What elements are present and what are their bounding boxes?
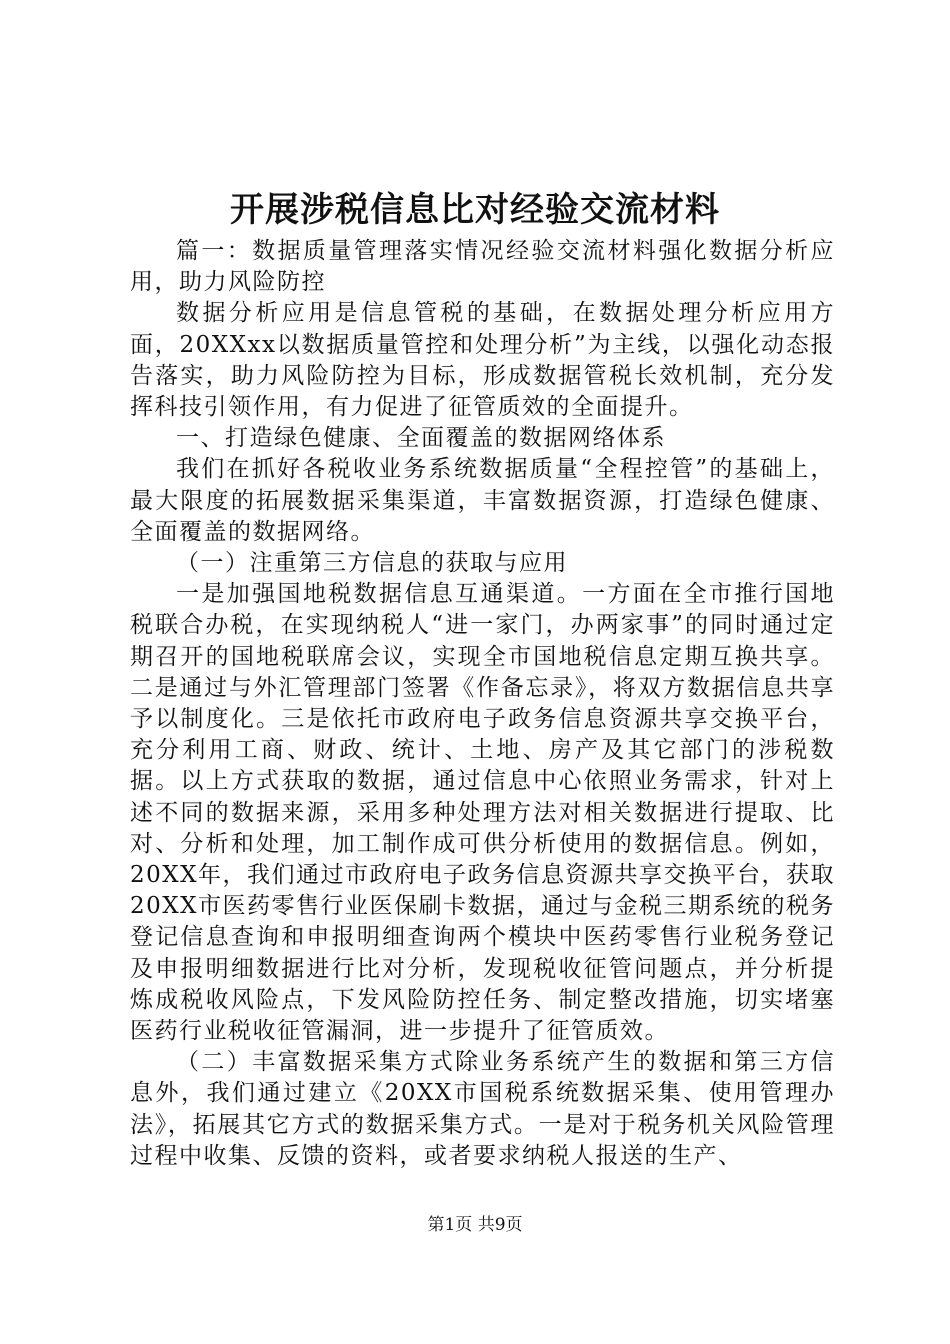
paragraph-intro: 数据分析应用是信息管税的基础，在数据处理分析应用方面，20XXxx以数据质量管控和处理分析”为主线，以强化动态报告落实，助力风险防控为目标，形成数据管税长效机制，充分发挥科技引领作用，有力促进了征管质效的全面提升。: [130, 300, 835, 421]
page-number-footer: 第1页 共9页: [427, 1215, 523, 1235]
subsection-heading-one: （一）注重第三方信息的获取与应用: [176, 550, 568, 577]
paragraph-heading-article-one: 篇一：数据质量管理落实情况经验交流材料强化数据分析应用，助力风险防控: [130, 238, 835, 296]
document-title: 开展涉税信息比对经验交流材料: [230, 190, 720, 230]
paragraph-subsection-two: （二）丰富数据采集方式除业务系统产生的数据和第三方信息外，我们通过建立《20XX市国税系统数据采集、使用管理办法》，拓展其它方式的数据采集方式。一是对于税务机关风险管理过程中收集、反馈的资料，或者要求纳税人报送的生产、: [130, 1049, 835, 1169]
paragraph-section-one-intro: 我们在抓好各税收业务系统数据质量“全程控管”的基础上，最大限度的拓展数据采集渠道，丰富数据资源，打造绿色健康、全面覆盖的数据网络。: [130, 456, 835, 545]
section-heading-one: 一、打造绿色健康、全面覆盖的数据网络体系: [176, 425, 666, 452]
document-body: [130, 236, 835, 1172]
paragraph-third-party-info: 一是加强国地税数据信息互通渠道。一方面在全市推行国地税联合办税，在实现纳税人“进一家门，办两家事”的同时通过定期召开的国地税联席会议，实现全市国地税信息定期互换共享。二是通过与外汇管理部门签署《作备忘录》，将双方数据信息共享予以制度化。三是依托市政府电子政务信息资源共享交换平台，充分利用工商、财政、统计、土地、房产及其它部门的涉税数据。以上方式获取的数据，通过信息中心依照业务需求，针对上述不同的数据来源，采用多种处理方法对相关数据进行提取、比对、分析和处理，加工制作成可供分析使用的数据信息。例如，20XX年，我们通过市政府电子政务信息资源共享交换平台，获取20XX市医药零售行业医保刷卡数据，通过与金税三期系统的税务登记信息查询和申报明细查询两个模块中医药零售行业税务登记及申报明细数据进行比对分析，发现税收征管问题点，并分析提炼成税收风险点，下发风险防控任务、制定整改措施，切实堵塞医药行业税收征管漏洞，进一步提升了征管质效。: [130, 581, 836, 1045]
